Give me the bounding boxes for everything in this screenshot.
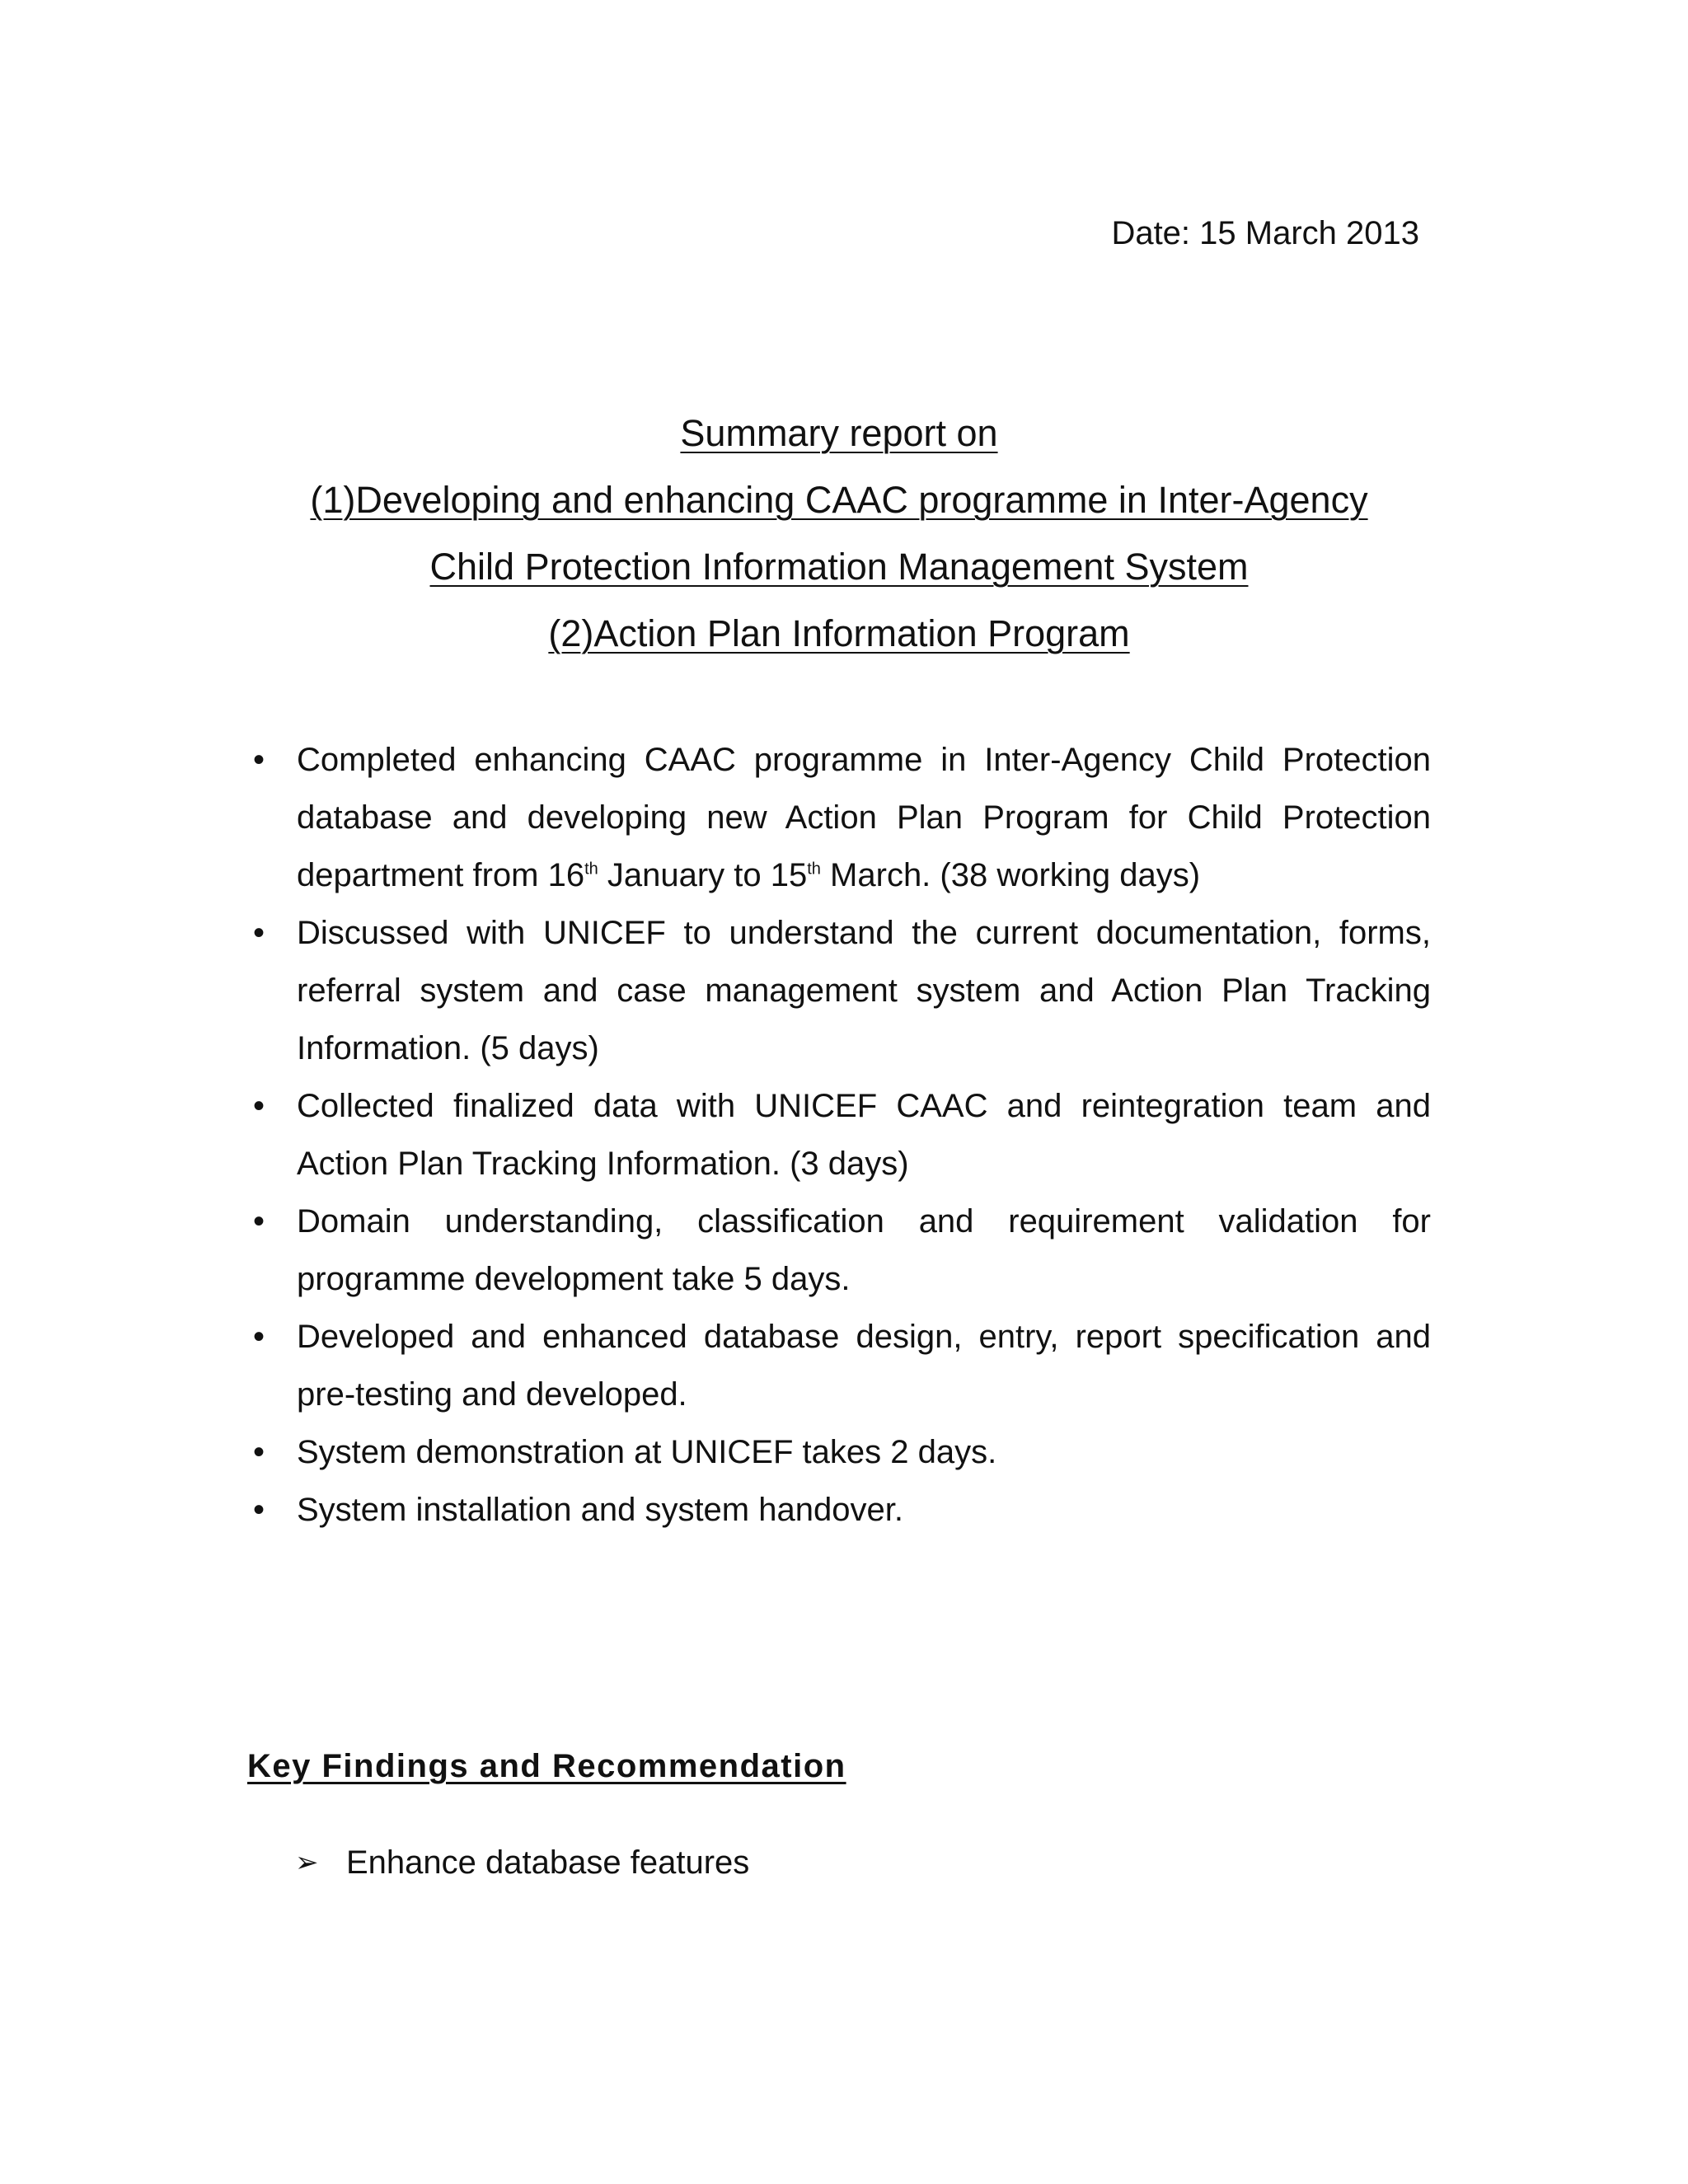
title-line: Child Protection Information Management System (429, 546, 1249, 588)
bullet-icon: • (252, 1434, 265, 1470)
bullet-item: • Discussed with UNICEF to understand the current documentation, forms, referral system and case management system and Action Plan Tracking Information. (5 days) (247, 904, 1431, 1077)
bullet-item: • System installation and system handover. (247, 1481, 1431, 1539)
bullet-icon: • (252, 1203, 265, 1240)
bullet-item: • Developed and enhanced database design, entry, report specification and pre-testing and developed. (247, 1308, 1431, 1423)
title-line: (1)Developing and enhancing CAAC programme in Inter-Agency (310, 479, 1368, 521)
finding-item: ➢ Enhance database features (295, 1842, 749, 1883)
bullet-icon: • (252, 915, 265, 951)
bullet-item: • System demonstration at UNICEF takes 2 days. (247, 1423, 1431, 1481)
arrow-bullet-icon: ➢ (295, 1846, 319, 1879)
findings-list (295, 1842, 749, 1883)
summary-bullet-list (247, 731, 1431, 1539)
report-title (247, 400, 1431, 667)
bullet-icon: • (252, 1319, 265, 1355)
findings-heading: Key Findings and Recommendation (247, 1748, 846, 1784)
bullet-item: • Completed enhancing CAAC programme in Inter-Agency Child Protection database and developing new Action Plan Program for Child Protection department from 16th January to 15th March. (38 working days) (247, 731, 1431, 904)
title-line: (2)Action Plan Information Program (548, 612, 1130, 654)
bullet-icon: • (252, 1088, 265, 1124)
bullet-item: • Collected finalized data with UNICEF CAAC and reintegration team and Action Plan Tracking Information. (3 days) (247, 1077, 1431, 1193)
report-date: Date: 15 March 2013 (1111, 215, 1419, 251)
bullet-item: • Domain understanding, classification and requirement validation for programme development take 5 days. (247, 1193, 1431, 1308)
title-line: Summary report on (680, 412, 998, 454)
bullet-icon: • (252, 1492, 265, 1528)
bullet-icon: • (252, 742, 265, 778)
